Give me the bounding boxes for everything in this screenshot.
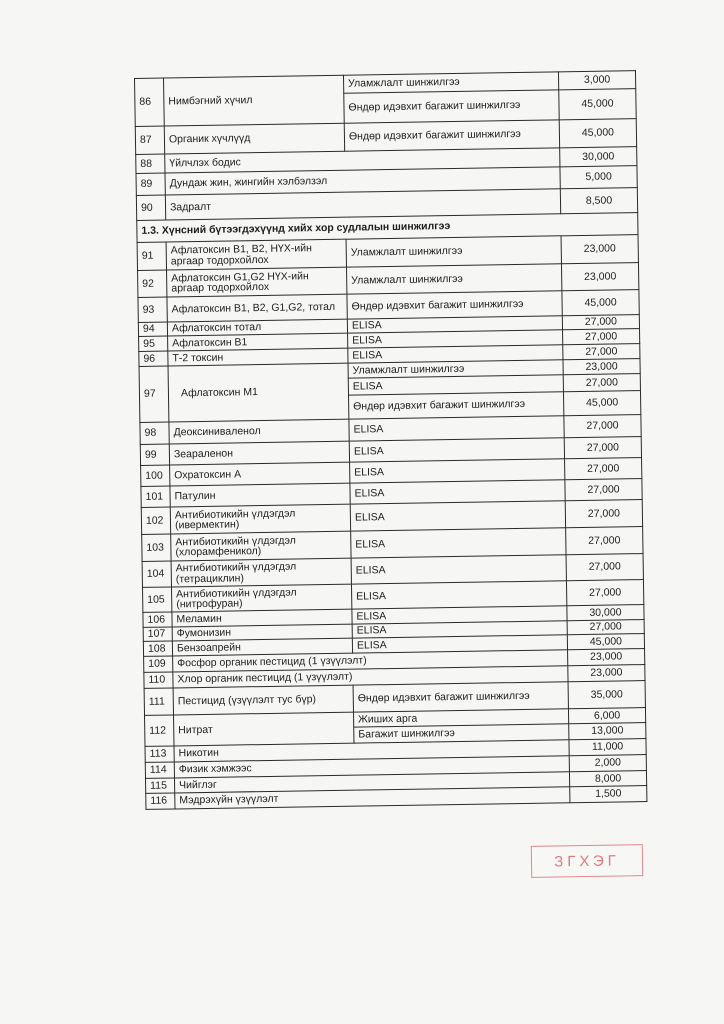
test-price: 8,000 xyxy=(569,771,646,787)
test-method: Өндөр идэвхит багажит шинжилгээ xyxy=(349,392,564,419)
test-price: 27,000 xyxy=(565,479,642,501)
test-name: Афлатоксин G1,G2 НҮХ-ийн аргаар тодорхойлох xyxy=(167,267,347,297)
test-name: Меламин xyxy=(172,609,352,627)
test-price: 27,000 xyxy=(563,374,640,392)
test-method: Уламжлалт шинжилгээ xyxy=(343,72,558,93)
test-method: ELISA xyxy=(348,375,563,395)
test-method: ELISA xyxy=(352,635,567,653)
row-number: 110 xyxy=(144,672,173,688)
row-number: 88 xyxy=(136,154,165,173)
test-method: ELISA xyxy=(347,316,562,333)
test-price: 13,000 xyxy=(569,723,646,740)
test-price: 35,000 xyxy=(568,681,645,709)
test-price: 27,000 xyxy=(563,329,640,345)
test-name: Антибиотикийн үлдэгдэл (тетрациклин) xyxy=(171,558,351,587)
test-price: 45,000 xyxy=(563,391,640,416)
test-price: 11,000 xyxy=(569,739,646,756)
row-number: 91 xyxy=(137,242,166,270)
row-number: 114 xyxy=(145,762,174,778)
test-price: 27,000 xyxy=(565,458,642,480)
test-price: 23,000 xyxy=(568,649,645,666)
test-name: Афлатоксин B1, B2, G1,G2, тотал xyxy=(167,294,347,322)
test-name: Афлатоксин тотал xyxy=(167,319,347,336)
test-name: Дундаж жин, жингийн хэлбэлзэл xyxy=(165,167,560,195)
test-method: Багажит шинжилгээ xyxy=(354,724,569,743)
row-number: 92 xyxy=(138,270,167,297)
test-name: Физик хэмжээс xyxy=(174,756,569,778)
row-number: 89 xyxy=(136,173,165,195)
test-price: 30,000 xyxy=(560,147,637,167)
test-price: 45,000 xyxy=(559,89,636,120)
test-name: Хлор органик пестицид (1 үзүүлэлт) xyxy=(173,666,568,688)
test-method: Өндөр идэвхит багажит шинжилгээ xyxy=(353,682,568,712)
test-name: Антибиотикийн үлдэгдэл (хлорамфеникол) xyxy=(171,531,351,561)
test-name: Антибиотикийн үлдэгдэл (нитрофуран) xyxy=(171,584,351,612)
test-price: 45,000 xyxy=(562,290,639,316)
row-number: 115 xyxy=(146,778,175,793)
test-method: Уламжлалт шинжилгээ xyxy=(346,236,561,267)
test-price: 27,000 xyxy=(566,554,643,581)
test-price: 45,000 xyxy=(567,634,644,650)
row-number: 103 xyxy=(142,534,171,561)
test-price: 2,000 xyxy=(569,755,646,772)
test-name: Афлатоксин М1 xyxy=(168,363,349,422)
section-title: 1.3. Хүнсний бүтээгдэхүүнд хийх хор судлалын шинжилгээ xyxy=(137,213,638,243)
test-method: ELISA xyxy=(350,480,565,504)
test-name: Афлатоксин В1 xyxy=(168,333,348,351)
test-name: Афлатоксин В1, В2, НҮХ-ийн аргаар тодорхойлох xyxy=(166,239,346,270)
row-number: 93 xyxy=(138,297,167,322)
row-number: 107 xyxy=(143,627,172,641)
row-number: 111 xyxy=(144,688,173,715)
test-price: 3,000 xyxy=(558,71,635,90)
row-number: 86 xyxy=(135,78,165,126)
test-name: Т-2 токсин xyxy=(168,348,348,366)
test-name: Үйлчлэх бодис xyxy=(165,148,560,173)
row-number: 105 xyxy=(143,587,172,612)
test-name: Нимбэгний хүчил xyxy=(164,75,345,126)
price-table xyxy=(134,70,647,810)
test-price: 8,500 xyxy=(560,188,637,214)
test-name: Деоксиниваленол xyxy=(169,419,349,444)
test-name: Патулин xyxy=(170,483,350,507)
row-number: 113 xyxy=(145,746,174,762)
test-method: ELISA xyxy=(350,459,565,483)
test-method: Өндөр идэвхит багажит шинжилгээ xyxy=(344,90,559,123)
row-number: 109 xyxy=(144,656,173,672)
row-number: 94 xyxy=(138,322,167,336)
test-method: ELISA xyxy=(349,416,564,441)
test-price: 27,000 xyxy=(566,580,643,606)
test-name: Зеараленон xyxy=(169,441,349,465)
test-price: 45,000 xyxy=(559,119,636,148)
test-price: 27,000 xyxy=(564,437,641,459)
test-name: Охратоксин А xyxy=(170,462,350,486)
row-number: 87 xyxy=(135,126,164,154)
test-method: ELISA xyxy=(351,581,566,609)
row-number: 90 xyxy=(136,195,165,220)
test-name: Задралт xyxy=(165,189,560,220)
row-number: 100 xyxy=(141,465,170,486)
test-method: ELISA xyxy=(348,330,563,348)
row-number: 98 xyxy=(140,422,169,444)
row-number: 102 xyxy=(141,507,170,534)
test-method: ELISA xyxy=(352,621,567,638)
test-price: 23,000 xyxy=(563,359,640,375)
test-price: 27,000 xyxy=(564,415,641,438)
test-method: ELISA xyxy=(351,555,566,584)
test-name: Чийглэг xyxy=(174,772,569,793)
stamp: ЗГХЭГ xyxy=(531,844,643,878)
row-number: 96 xyxy=(139,351,168,366)
test-price: 23,000 xyxy=(561,263,638,291)
test-name: Органик хүчлүүд xyxy=(164,123,344,154)
test-method: ELISA xyxy=(352,606,567,624)
test-method: ELISA xyxy=(350,501,565,531)
test-name: Фосфор органик пестицид (1 үзүүлэлт) xyxy=(173,650,568,672)
test-price: 23,000 xyxy=(561,235,638,264)
test-price: 1,500 xyxy=(570,786,647,803)
row-number: 108 xyxy=(143,641,172,656)
test-name: Нитрат xyxy=(174,712,354,746)
test-name: Бензоапрейн xyxy=(172,638,352,656)
test-name: Никотин xyxy=(174,740,569,762)
test-price: 6,000 xyxy=(568,708,645,724)
row-number: 99 xyxy=(140,444,169,465)
test-price: 27,000 xyxy=(565,500,642,528)
row-number: 95 xyxy=(139,336,168,351)
test-method: Уламжлалт шинжилгээ xyxy=(346,264,561,294)
row-number: 106 xyxy=(143,612,172,627)
row-number: 112 xyxy=(145,715,174,746)
row-number: 101 xyxy=(141,486,170,507)
test-name: Фумонизин xyxy=(172,624,352,641)
test-method: ELISA xyxy=(351,528,566,558)
test-method: ELISA xyxy=(348,345,563,363)
test-method: ELISA xyxy=(349,438,564,462)
test-name: Мэдрэхүйн үзүүлэлт xyxy=(175,787,570,809)
test-price: 5,000 xyxy=(560,166,637,189)
test-method: Уламжлалт шинжилгээ xyxy=(348,360,563,378)
test-price: 27,000 xyxy=(566,527,643,555)
test-price: 27,000 xyxy=(567,620,644,635)
test-name: Пестицид (үзүүлэлт тус бүр) xyxy=(173,685,353,715)
row-number: 116 xyxy=(146,793,175,809)
row-number: 104 xyxy=(142,561,171,587)
row-number: 97 xyxy=(139,366,169,422)
test-method: Өндөр идэвхит багажит шинжилгээ xyxy=(347,291,562,319)
test-method: Жиших арга xyxy=(353,709,568,727)
test-method: Өндөр идэвхит багажит шинжилгээ xyxy=(344,120,559,151)
test-price: 27,000 xyxy=(563,344,640,360)
test-price: 27,000 xyxy=(562,315,639,330)
test-price: 30,000 xyxy=(567,605,644,621)
test-price: 23,000 xyxy=(568,665,645,682)
test-name: Антибиотикийн үлдэгдэл (ивермектин) xyxy=(170,504,350,534)
